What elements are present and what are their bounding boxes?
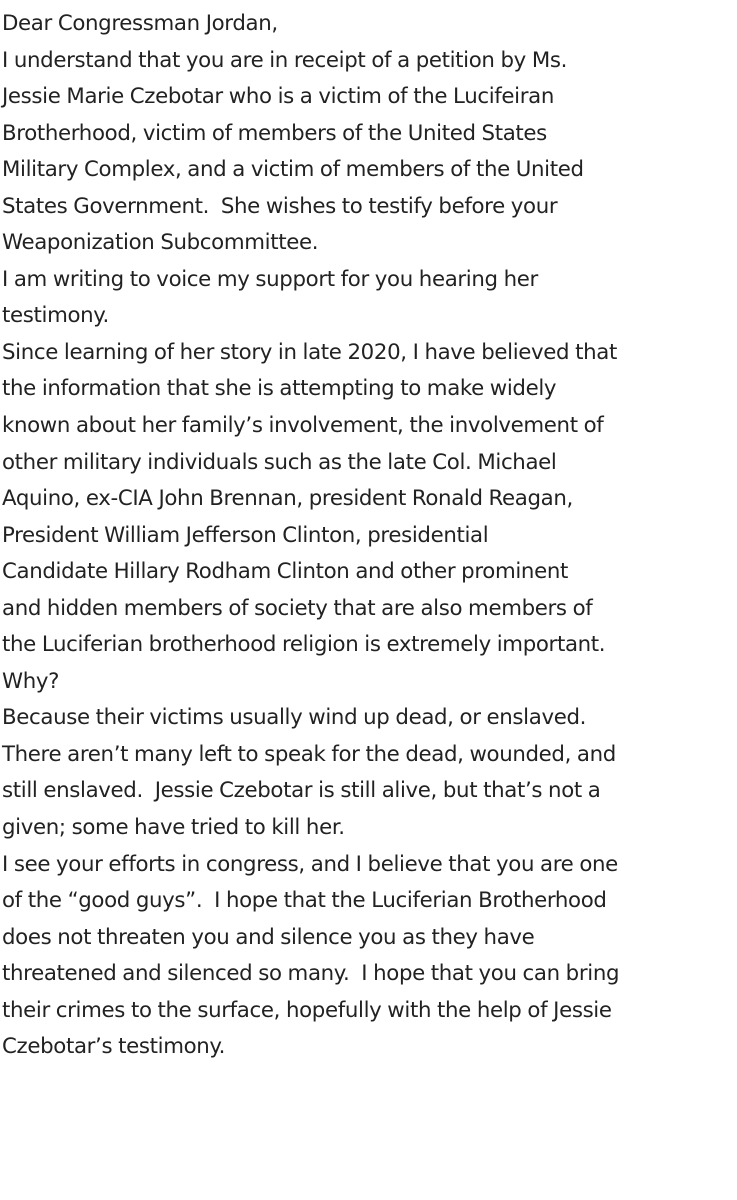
paragraph-line: the Luciferian brotherhood religion is extremely important. [2, 632, 606, 658]
paragraph-line: does not threaten you and silence you as they have [2, 924, 535, 950]
paragraph-line: Military Complex, and a victim of members of the United [2, 157, 584, 183]
paragraph-line: Since learning of her story in late 2020, I have believed that [2, 339, 617, 365]
paragraph-line: of the “good guys”. I hope that the Luciferian Brotherhood [2, 888, 607, 914]
paragraph-line: Weaponization Subcommittee. [2, 230, 319, 256]
paragraph-line: Czebotar’s testimony. [2, 1034, 226, 1060]
paragraph-line: and hidden members of society that are also members of [2, 595, 593, 621]
paragraph-line: Because their victims usually wind up dead, or enslaved. [2, 705, 587, 731]
salutation: Dear Congressman Jordan, [2, 11, 278, 36]
paragraph-line: their crimes to the surface, hopefully with the help of Jessie [2, 997, 612, 1023]
paragraph-line: States Government. She wishes to testify before your [2, 193, 558, 219]
paragraph-line: other military individuals such as the late Col. Michael [2, 449, 557, 475]
paragraph-line: I understand that you are in receipt of a petition by Ms. [2, 47, 568, 73]
paragraph-line: Aquino, ex-CIA John Brennan, president Ronald Reagan, [2, 486, 573, 512]
paragraph-line: still enslaved. Jessie Czebotar is still alive, but that’s not a [2, 778, 601, 804]
paragraph-line: Jessie Marie Czebotar who is a victim of the Lucifeiran [2, 84, 554, 110]
paragraph-line: There aren’t many left to speak for the dead, wounded, and [2, 741, 616, 767]
paragraph-line: Brotherhood, victim of members of the United States [2, 120, 547, 146]
paragraph-line: I am writing to voice my support for you hearing her [2, 266, 538, 292]
paragraph-line: I see your efforts in congress, and I believe that you are one [2, 851, 618, 877]
paragraph-line: Candidate Hillary Rodham Clinton and other prominent [2, 559, 568, 585]
paragraph-line: threatened and silenced so many. I hope that you can bring [2, 961, 620, 987]
paragraph-line: known about her family’s involvement, the involvement of [2, 413, 604, 439]
paragraph-line: given; some have tried to kill her. [2, 815, 345, 841]
paragraph-line: the information that she is attempting to make widely [2, 376, 557, 402]
paragraph-line: Why? [2, 668, 60, 694]
paragraph-line: testimony. [2, 303, 109, 329]
paragraph-line: President William Jefferson Clinton, presidential [2, 522, 489, 548]
